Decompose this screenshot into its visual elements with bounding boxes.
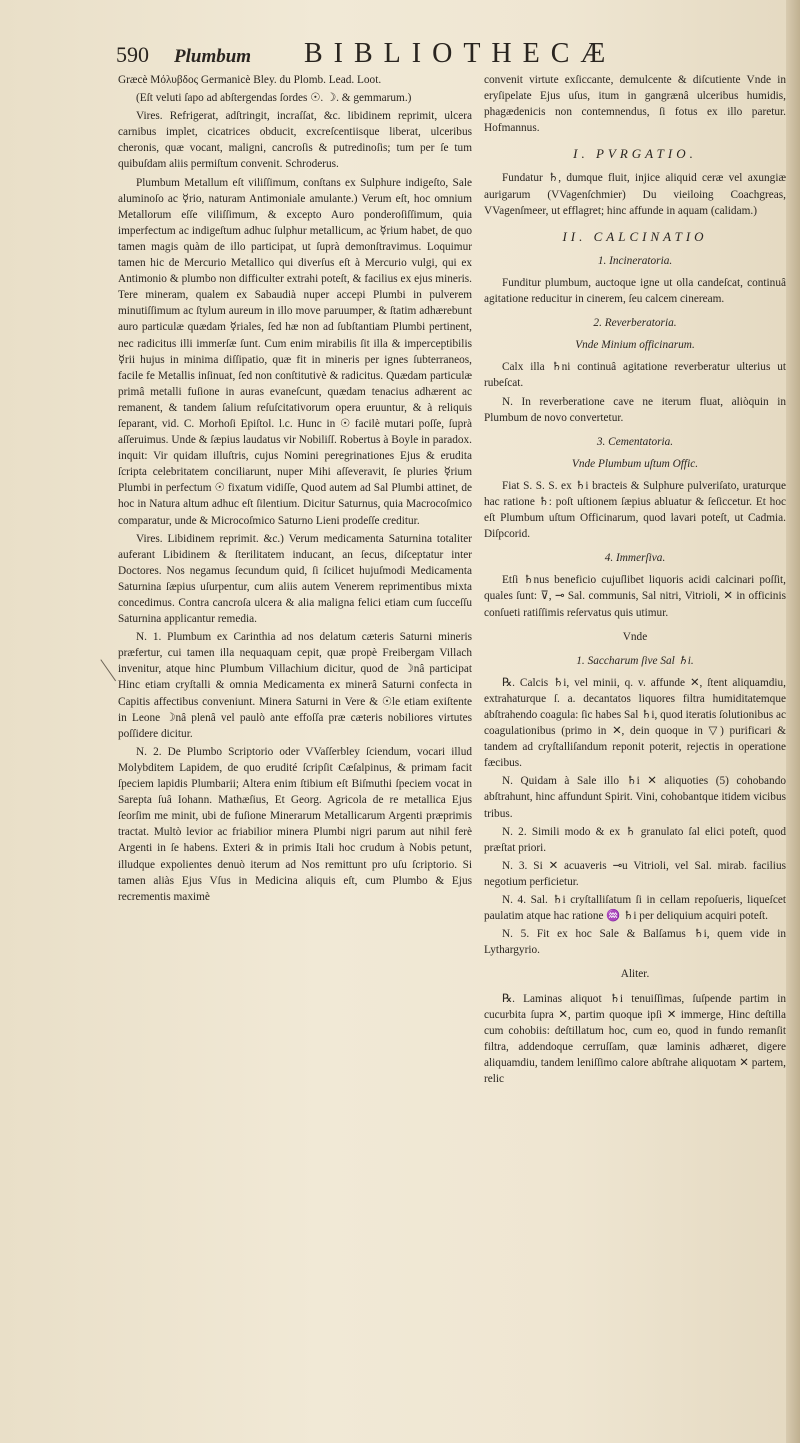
left-column (118, 72, 472, 1402)
right-column-paragraph: Etſi ♄nus beneficio cujuſlibet liquoris acidi calcinari poſſit, quales ſunt: ⊽, ⊸ Sal. communis, Sal nitri, Vitrioli, ✕ in officinis conſueti ratiſſimis reſervatus quis utimur. (484, 574, 786, 619)
right-column-paragraph: N. 2. Simili modo & ex ♄ granulato ſal elici poteſt, quod præſtat priori. (484, 825, 786, 854)
right-column-paragraph: N. 4. Sal. ♄i cryſtalliſatum ſi in cellam repoſueris, liqueſcet paulatim atque hac ratione ♒ ♄i per deliquium acquiri poteſt. (484, 894, 786, 923)
right-column-paragraph: II. CALCINATIO (562, 228, 708, 244)
left-column-paragraph: Plumbum Metallum eſt viliſſimum, conſtans ex Sulphure indigeſto, Sale aluminoſo ac ☿rio, naturam Antimoniale amulante.) Verum eſt, hoc omnium Metallorum eſſe viliſſimum, & excepto Auro ponderoſiſſimum, quia imperfectum ac indigeſtum adhuc ſulphur metallicum, ac ☿rium habet, de quo tamen magis quàm de illo participat, ut ſuprà demonſtravimus. Loquimur tamen hic de Mercurio Metallico qui diverſus eſt à Mercurio vulgi, qui ex Antimonio & plumbo non difficulter extrahi poteſt, & facilius ex ejus mineris. Tere mineram, qualem ex Sabaudià nuper accepi Plumbi in pulverem minutiſſimum ac ſtylum aureum in illo move paruumper, & ſtatim adhærebunt auro particulæ quædam ☿riales, ſed hæ non ad ſubſtantiam Plumbi pertinent, nec radicitus illi immerſæ ſunt. Cum enim mirabilis ſit illa & imperceptibilis ☿rii hujus in minima diſſipatio, quæ fit in mineris per ignes ſubterraneos, facile fe Metallis inſinuat, ſed non conſtitutivè & radicitus. Quædam particulæ primâ metalli fuſione in auras evaneſcunt, quædam tenacius adhærent ac remanent, & tandem ſalium reſuſcitativorum opera eruuntur, & à reliquis ſeparant, vid. C. Morhoſi Epiſtol. l.c. Hunc in ☉ facilè mutari poſſe, ſuprà aſſeruimus. Unde & ſæpius laudatus vir Nobiliſſ. Robertus à Boyle in paradox. inquit: Vir quidam illuſtris, cujus Nomini peregrinationes Ejus & erudita ſcripta celebritatem conciliarunt, nuper Mihi aſſeveravit, ſe pluries ☿rium Plumbi in perfectum ☉ fixatum vidiſſe, Quod autem ad Sal Plumbi attinet, de hoc in Natura altum adhuc eſt ſilentium. Dicitur Saturnus, quia Macrocoſmico comparatur, unde & Microcoſmico Saturno Lieni prodeſſe creditur. (118, 176, 472, 527)
right-column-paragraph: convenit virtute exſiccante, demulcente & diſcutiente Vnde in eryſipelate Ejus uſus, itum in gangrænâ ulceribus humidis, phagædenicis non contemnendus, ſi fotus ex illo paretur. Hofmannus. (484, 74, 786, 135)
right-column-paragraph: 1. Saccharum ſive Sal ♄i. (576, 654, 694, 667)
right-column-paragraph: N. In reverberatione cave ne iterum fluat, aliòquin in Plumbum de novo convertetur. (484, 395, 786, 424)
left-column-paragraph: Græcè Μόλυβδος Germanicè Bley. du Plomb. Lead. Loot. (118, 74, 382, 86)
right-column-paragraph: N. 5. Fit ex hoc Sale & Balſamus ♄i, quem vide in Lythargyrio. (484, 928, 786, 957)
right-column-paragraph: Vnde Minium officinarum. (575, 339, 695, 352)
right-column-paragraph: Aliter. (620, 968, 650, 981)
right-column-paragraph: Fiat S. S. S. ex ♄i bracteis & Sulphure pulveriſato, uraturque hac ratione ♄: poſt uſtionem ſæpius abluatur & ſeſiccetur. Et hoc eſt Plumbum uſtum Officinarum, quod lavari poteſt, ut Cadmia. Diſpcorid. (484, 479, 786, 541)
left-column-paragraph: Vires. Refrigerat, adſtringit, incraſſat, &c. libidinem reprimit, ulcera carnibus implet, cicatrices obducit, excreſcentiisque liberat, ulceribus cheronis, quæ vocant, maligni, cancroſis & putredinoſis; tum per ſe tum quibuſdam aliis permiſtum convenit. Schroderus. (118, 110, 472, 171)
right-column-paragraph: ℞. Calcis ♄i, vel minii, q. v. affunde ✕, ſtent aliquamdiu, extrahaturque ſ. a. decantatos liquores filtra humiditatemque abſtrahendo coagula: ſic habes Sal ♄i, quod iteratis ſolutionibus ac coagulationibus (primo in ✕, dein quoque in ▽) purificari & tandem ad cryſtalliſandum reponit poterit, rejectis in operatione fæcibus. (484, 676, 786, 770)
right-column-paragraph: Fundatur ♄, dumque fluit, injice aliquid ceræ vel axungiæ aurigarum (VVagenſchmier) Du vieiloing Coachgreas, VVagenſmeer, ut efflagret; hinc affunde in aquam (calidam.) (484, 172, 786, 217)
right-column-paragraph: 3. Cementatoria. (596, 435, 674, 448)
right-column-paragraph: ℞. Laminas aliquot ♄i tenuiſſimas, ſuſpende partim in cucurbita ſupra ✕, partim quoque ipſi ✕ immerge, Hinc deſtilla cum cohobiis: deſtillatum hoc, cum eo, quod in fundo remanſit filtra, addendoque cerruſſam, quæ laminis adhæret, digere aliquamdiu, tandem leniſſimo calore abſtrahe aliquotam ✕ partem, relic (484, 992, 786, 1085)
right-column-paragraph: Funditur plumbum, auctoque igne ut olla candeſcat, continuâ agitatione reducitur in cinerem, ſeu calcem cineream. (484, 276, 786, 306)
right-column-paragraph: Vnde Plumbum uſtum Offic. (571, 457, 699, 470)
right-column-paragraph: 1. Incineratoria. (597, 254, 673, 267)
right-column-paragraph: Vnde (622, 630, 648, 643)
running-head: Plumbum (174, 46, 252, 67)
page-edge (786, 0, 800, 1443)
right-column-paragraph: N. 3. Si ✕ acuaveris ⊸u Vitrioli, vel Sal. mirab. facilius negotium perficietur. (484, 859, 786, 888)
left-column-paragraph: N. 1. Plumbum ex Carinthia ad nos delatum cæteris Saturni mineris præfertur, cui tamen illa nequaquam cepit, quæ propè Freibergam Villach invenitur, atque hinc Plumbum Villachium dicitur, quod de ☽nâ participat Hinc etiam cryſtalli & omnia Medicamenta ex minerâ Saturni confecta in Capitis affectibus conveniunt. Minera Saturni in Vere & ☉le etiam exiſtente in Leone ☽nâ plenâ vel paulò ante effoſſa præ cæteris nobiliores virtutes poſſidere dicitur. (118, 631, 472, 740)
left-column-paragraph: Vires. Libidinem reprimit. &c.) Verum medicamenta Saturnina totaliter auferant Libidinem & ſterilitatem inducant, an ſecus, diſceptatur inter Doctores. Nos negamus ſecundum quid, ſi ſcilicet hujuſmodi Medicamenta Saturnina ſæpius uſurpentur, cum aliis autem Venerem reprimentibus mixta concedimus. Contra cancroſa ulcera & alia maligna felici etiam cum ſucceſſu Saturnina applicantur remedia. (118, 532, 472, 626)
right-column-paragraph: N. Quidam à Sale illo ♄i ✕ aliquoties (5) cohobando abſtrahunt, hinc affundunt Spirit. Vini, cohobantque itidem vicibus tribus. (484, 775, 786, 820)
page-number: 590 (116, 42, 149, 67)
right-column-paragraph: I. PVRGATIO. (573, 146, 697, 162)
left-column-paragraph: N. 2. De Plumbo Scriptorio oder VVaſſerbley ſciendum, vocari illud Molybditem Lapidem, de quo erudité ſcripſit Cæſalpinus, & primam facit ſpeciem lapidis Plumbarii; Altera enim ſtibium eſt Biſmuthi ſpeciem vocat in Sarepta ſuâ Iohann. Mathæſius, Et Georg. Agricola de re metallica Ejus ſeorſim me minit, ubi de fuſione Minerarum Metallicarum Argenti præprimis tractat. Multò levior ac friabilior minera Plumbi nigri parum aut nihil ferè Argenti in ſe habens. Exteri & in primis Itali hoc crudum à Nobis petunt, illudque expolientes denuò iterum ad Nos remittunt pro uſu ſcriptorio. Si tamen aliàs Ejus Vſus in Medicina aliquis eſt, cum Plumbo & Ejus recrementis maximè (118, 745, 472, 903)
page-header (116, 38, 786, 72)
right-column (484, 72, 786, 1402)
left-column-paragraph: (Eſt veluti ſapo ad abſtergendas ſordes ☉. ☽. & gemmarum.) (136, 92, 412, 105)
right-column-paragraph: 2. Reverberatoria. (593, 317, 677, 330)
right-column-paragraph: 4. Immerſiva. (604, 552, 666, 565)
right-column-paragraph: Calx illa ♄ni continuâ agitatione reverberatur ulterius ut rubeſcat. (484, 361, 786, 390)
running-title: BIBLIOTHECÆ (304, 38, 617, 69)
